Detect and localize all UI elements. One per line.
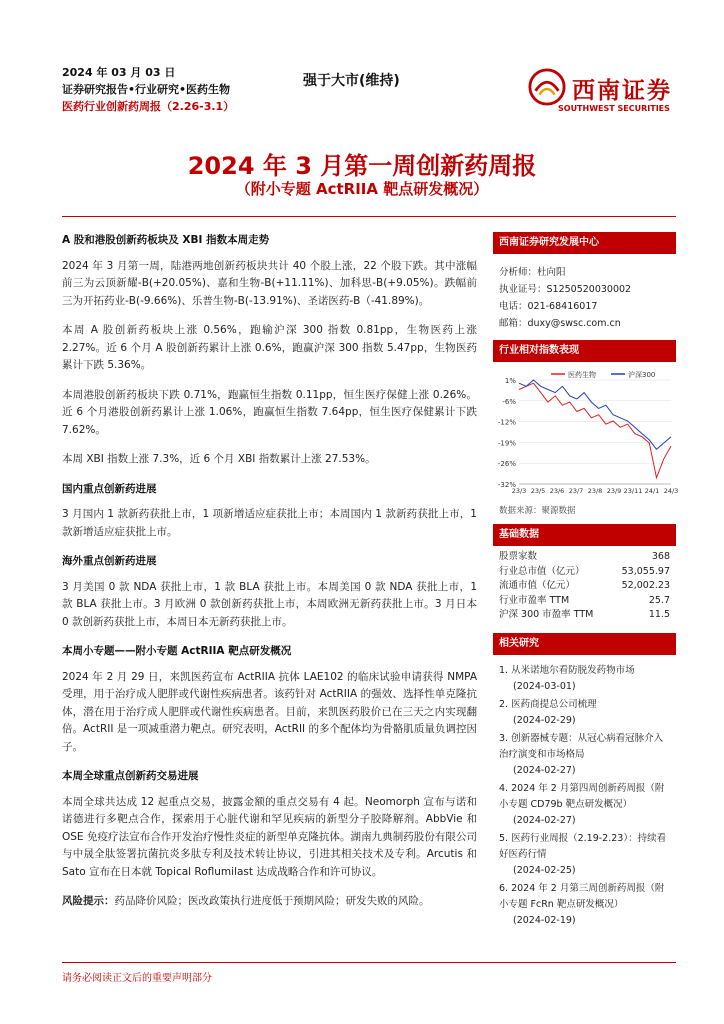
basic-data-row bbox=[493, 550, 676, 565]
x-tick-label: 23/8 bbox=[587, 487, 603, 495]
basic-data-key: 行业总市值（亿元） bbox=[499, 565, 585, 577]
related-item[interactable] bbox=[499, 881, 672, 929]
basic-data-row bbox=[493, 608, 676, 623]
related-date: (2024-02-29) bbox=[513, 714, 576, 726]
report-date: 2024 年 03 月 03 日 bbox=[62, 66, 176, 79]
section-heading: A 股和港股创新药板块及 XBI 指数本周走势 bbox=[62, 234, 270, 246]
basic-data-row bbox=[493, 579, 676, 594]
basic-data-row bbox=[493, 565, 676, 580]
section-heading: 海外重点创新药进展 bbox=[62, 555, 157, 567]
sidebar-heading: 行业相对指数表现 bbox=[493, 340, 676, 362]
y-tick-label: -19% bbox=[497, 439, 516, 448]
sidebar bbox=[493, 232, 679, 931]
basic-data-key: 行业市盈率 TTM bbox=[499, 594, 570, 606]
logo-cn: 西南证券 bbox=[572, 78, 672, 104]
risk-note bbox=[62, 893, 477, 911]
basic-data-value: 25.7 bbox=[648, 594, 670, 606]
risk-label: 风险提示： bbox=[62, 895, 115, 907]
rating: 强于大市(维持) bbox=[303, 73, 400, 89]
related-item[interactable] bbox=[499, 831, 672, 879]
main-content bbox=[62, 232, 477, 923]
basic-data-table bbox=[493, 550, 676, 623]
x-tick-label: 23/5 bbox=[530, 487, 546, 495]
section-heading: 国内重点创新药进展 bbox=[62, 482, 157, 495]
basic-data-value: 52,002.23 bbox=[621, 580, 670, 591]
related-item[interactable] bbox=[499, 663, 672, 695]
related-item[interactable] bbox=[499, 731, 672, 779]
paragraph: 3 月国内 1 款新药获批上市，1 项新增适应症获批上市；本周国内 1 款新药获批上市，1 款新增适应症获批上市。 bbox=[62, 508, 477, 538]
brand-mark-icon bbox=[528, 68, 566, 106]
basic-data-value: 368 bbox=[651, 551, 670, 562]
y-tick-label: -6% bbox=[502, 397, 516, 406]
y-tick-label: 1% bbox=[504, 377, 516, 385]
paragraph: 本周 XBI 指数上涨 7.3%，近 6 个月 XBI 指数累计上涨 27.53%。 bbox=[62, 453, 376, 465]
related-title[interactable]: 1. 从米诺地尔看防脱发药物市场 bbox=[499, 664, 635, 676]
x-tick-label: 23/11 bbox=[623, 487, 643, 495]
related-title[interactable]: 2. 医药商提总公司梳理 bbox=[499, 698, 597, 710]
footer-disclaimer: 请务必阅读正文后的重要声明部分 bbox=[62, 962, 676, 984]
paragraph: 2024 年 2 月 29 日，来凯医药宣布 ActRIIA 抗体 LAE102 的临床试验申请获得 NMPA 受理，用于治疗成人肥胖或代谢性疾病患者。该药针对 ActRIIA 的强效、选择性单克隆抗体，潜在用于治疗成人肥胖或代谢性疾病患者。目前，来凯医药股价已在三天之内实现翻倍。ActRII 是一项减重潜力靶点。研究表明，ActRII 的多个配体均为骨骼肌质量负调控因子。 bbox=[62, 670, 477, 753]
related-date: (2024-02-25) bbox=[513, 864, 576, 876]
analyst-info bbox=[493, 254, 676, 340]
relative-index-chart bbox=[493, 366, 679, 498]
header-left bbox=[62, 64, 322, 115]
basic-data-key: 流通市值（亿元） bbox=[499, 580, 576, 591]
basic-data-key: 沪深 300 市盈率 TTM bbox=[499, 609, 594, 620]
chart-source: 数据来源：聚源数据 bbox=[499, 506, 576, 516]
risk-text: 药品降价风险；医改政策执行进度低于预期风险；研发失败的风险。 bbox=[114, 895, 430, 907]
analyst-email[interactable]: 邮箱：duxy@swsc.com.cn bbox=[499, 318, 621, 329]
paragraph: 3 月美国 0 款 NDA 获批上市，1 款 BLA 获批上市。本周美国 0 款 NDA 获批上市，1 款 BLA 获批上市。3 月欧洲 0 款创新药获批上市，本周欧洲无新药获批上市。3 月日本 0 款创新药获批上市，本周日本无新药获批上市。 bbox=[62, 580, 477, 628]
x-tick-label: 24/1 bbox=[644, 487, 660, 495]
y-tick-label: -32% bbox=[497, 481, 516, 489]
y-tick-label: -12% bbox=[497, 418, 516, 427]
page-title: 2024 年 3 月第一周创新药周报 bbox=[187, 152, 537, 180]
section-heading: 本周小专题——附小专题 ActRIIA 靶点研发概况 bbox=[62, 645, 292, 657]
related-title[interactable]: 4. 2024 年 2 月第四周创新药周报（附小专题 CD79b 靶点研发概况） bbox=[499, 782, 665, 810]
related-date: (2024-02-19) bbox=[513, 914, 576, 926]
paragraph: 2024 年 3 月第一周，陆港两地创新药板块共计 40 个股上涨，22 个股下跌。其中涨幅前三为云顶新耀-B(+20.05%)、嘉和生物-B(+11.11%)、加科思-B(+9.05%)。跌幅前三为开拓药业-B(-9.66%)、乐普生物-B(-13.91%)、圣诺医药-B（-41.89%)。 bbox=[62, 259, 477, 307]
paragraph: 本周港股创新药板块下跌 0.71%，跑赢恒生指数 0.11pp，恒生医疗保健上涨 0.26%。近 6 个月港股创新药累计上涨 1.06%，跑赢恒生指数 7.64pp，恒生医疗保健累计下跌 7.62%。 bbox=[62, 388, 477, 436]
paragraph: 本周全球共达成 12 起重点交易，披露金额的重点交易有 4 起。Neomorph 宣布与诺和诺德进行多靶点合作，探索用于心脏代谢和罕见疾病的新型分子胶降解剂。AbbVie 和 OSE 免疫疗法宣布合作开发治疗慢性炎症的新型单克隆抗体。湖南九典制药股份有限公司与中晟全肽签署抗菌抗炎多肽专利及技术转让协议，引进其相关技术及专利。Arcutis 和 Sato 宣布在日本就 Topical Roflumilast 达成战略合作和许可协议。 bbox=[62, 795, 477, 878]
related-research-list bbox=[493, 655, 676, 929]
basic-data-row bbox=[493, 594, 676, 609]
y-tick-label: -26% bbox=[497, 460, 516, 469]
basic-data-value: 11.5 bbox=[648, 609, 670, 620]
logo-en: SOUTHWEST SECURITIES bbox=[558, 104, 670, 113]
section-heading: 本周全球重点创新药交易进展 bbox=[62, 770, 199, 782]
related-date: (2024-03-01) bbox=[513, 680, 576, 692]
sidebar-heading: 相关研究 bbox=[493, 633, 676, 655]
analyst-phone: 电话：021-68416017 bbox=[499, 301, 598, 312]
x-tick-label: 23/6 bbox=[549, 487, 565, 495]
related-date: (2024-02-27) bbox=[513, 814, 576, 826]
series-line bbox=[519, 380, 671, 449]
sidebar-heading: 基础数据 bbox=[493, 524, 676, 546]
related-item[interactable] bbox=[499, 697, 672, 729]
report-type: 证券研究报告•行业研究•医药生物 bbox=[62, 83, 231, 96]
chart-svg bbox=[493, 366, 679, 498]
related-title[interactable]: 6. 2024 年 2 月第三周创新药周报（附小专题 FcRn 靶点研发概况） bbox=[499, 882, 665, 910]
x-tick-label: 24/3 bbox=[663, 487, 679, 495]
legend-label: 医药生物 bbox=[568, 371, 596, 379]
series-line bbox=[519, 383, 671, 478]
analyst-name: 分析师：杜向阳 bbox=[499, 267, 566, 278]
brand-logo bbox=[528, 64, 678, 124]
weekly-name: 医药行业创新药周报（2.26-3.1） bbox=[62, 100, 235, 113]
legend-label: 沪深300 bbox=[628, 371, 656, 379]
basic-data-key: 股票家数 bbox=[499, 551, 538, 562]
page-subtitle: （附小专题 ActRIIA 靶点研发概况） bbox=[235, 180, 489, 198]
related-title[interactable]: 3. 创新器械专题：从冠心病看冠脉介入治疗演变和市场格局 bbox=[499, 732, 664, 760]
divider bbox=[62, 216, 676, 217]
x-tick-label: 23/9 bbox=[606, 487, 622, 495]
paragraph: 本周 A 股创新药板块上涨 0.56%，跑输沪深 300 指数 0.81pp，生物医药上涨 2.27%。近 6 个月 A 股创新药累计上涨 0.6%，跑赢沪深 300 指数 5.47pp，生物医药累计下跌 5.36%。 bbox=[62, 324, 477, 371]
x-tick-label: 23/3 bbox=[511, 487, 527, 495]
related-title[interactable]: 5. 医药行业周报（2.19-2.23）：持续看好医药行情 bbox=[499, 832, 667, 860]
related-item[interactable] bbox=[499, 781, 672, 829]
x-tick-label: 23/7 bbox=[568, 487, 584, 495]
sidebar-heading: 西南证券研究发展中心 bbox=[493, 232, 676, 254]
basic-data-value: 53,055.97 bbox=[621, 565, 670, 577]
related-date: (2024-02-27) bbox=[513, 764, 576, 776]
analyst-license: 执业证号：S1250520030002 bbox=[499, 284, 632, 295]
